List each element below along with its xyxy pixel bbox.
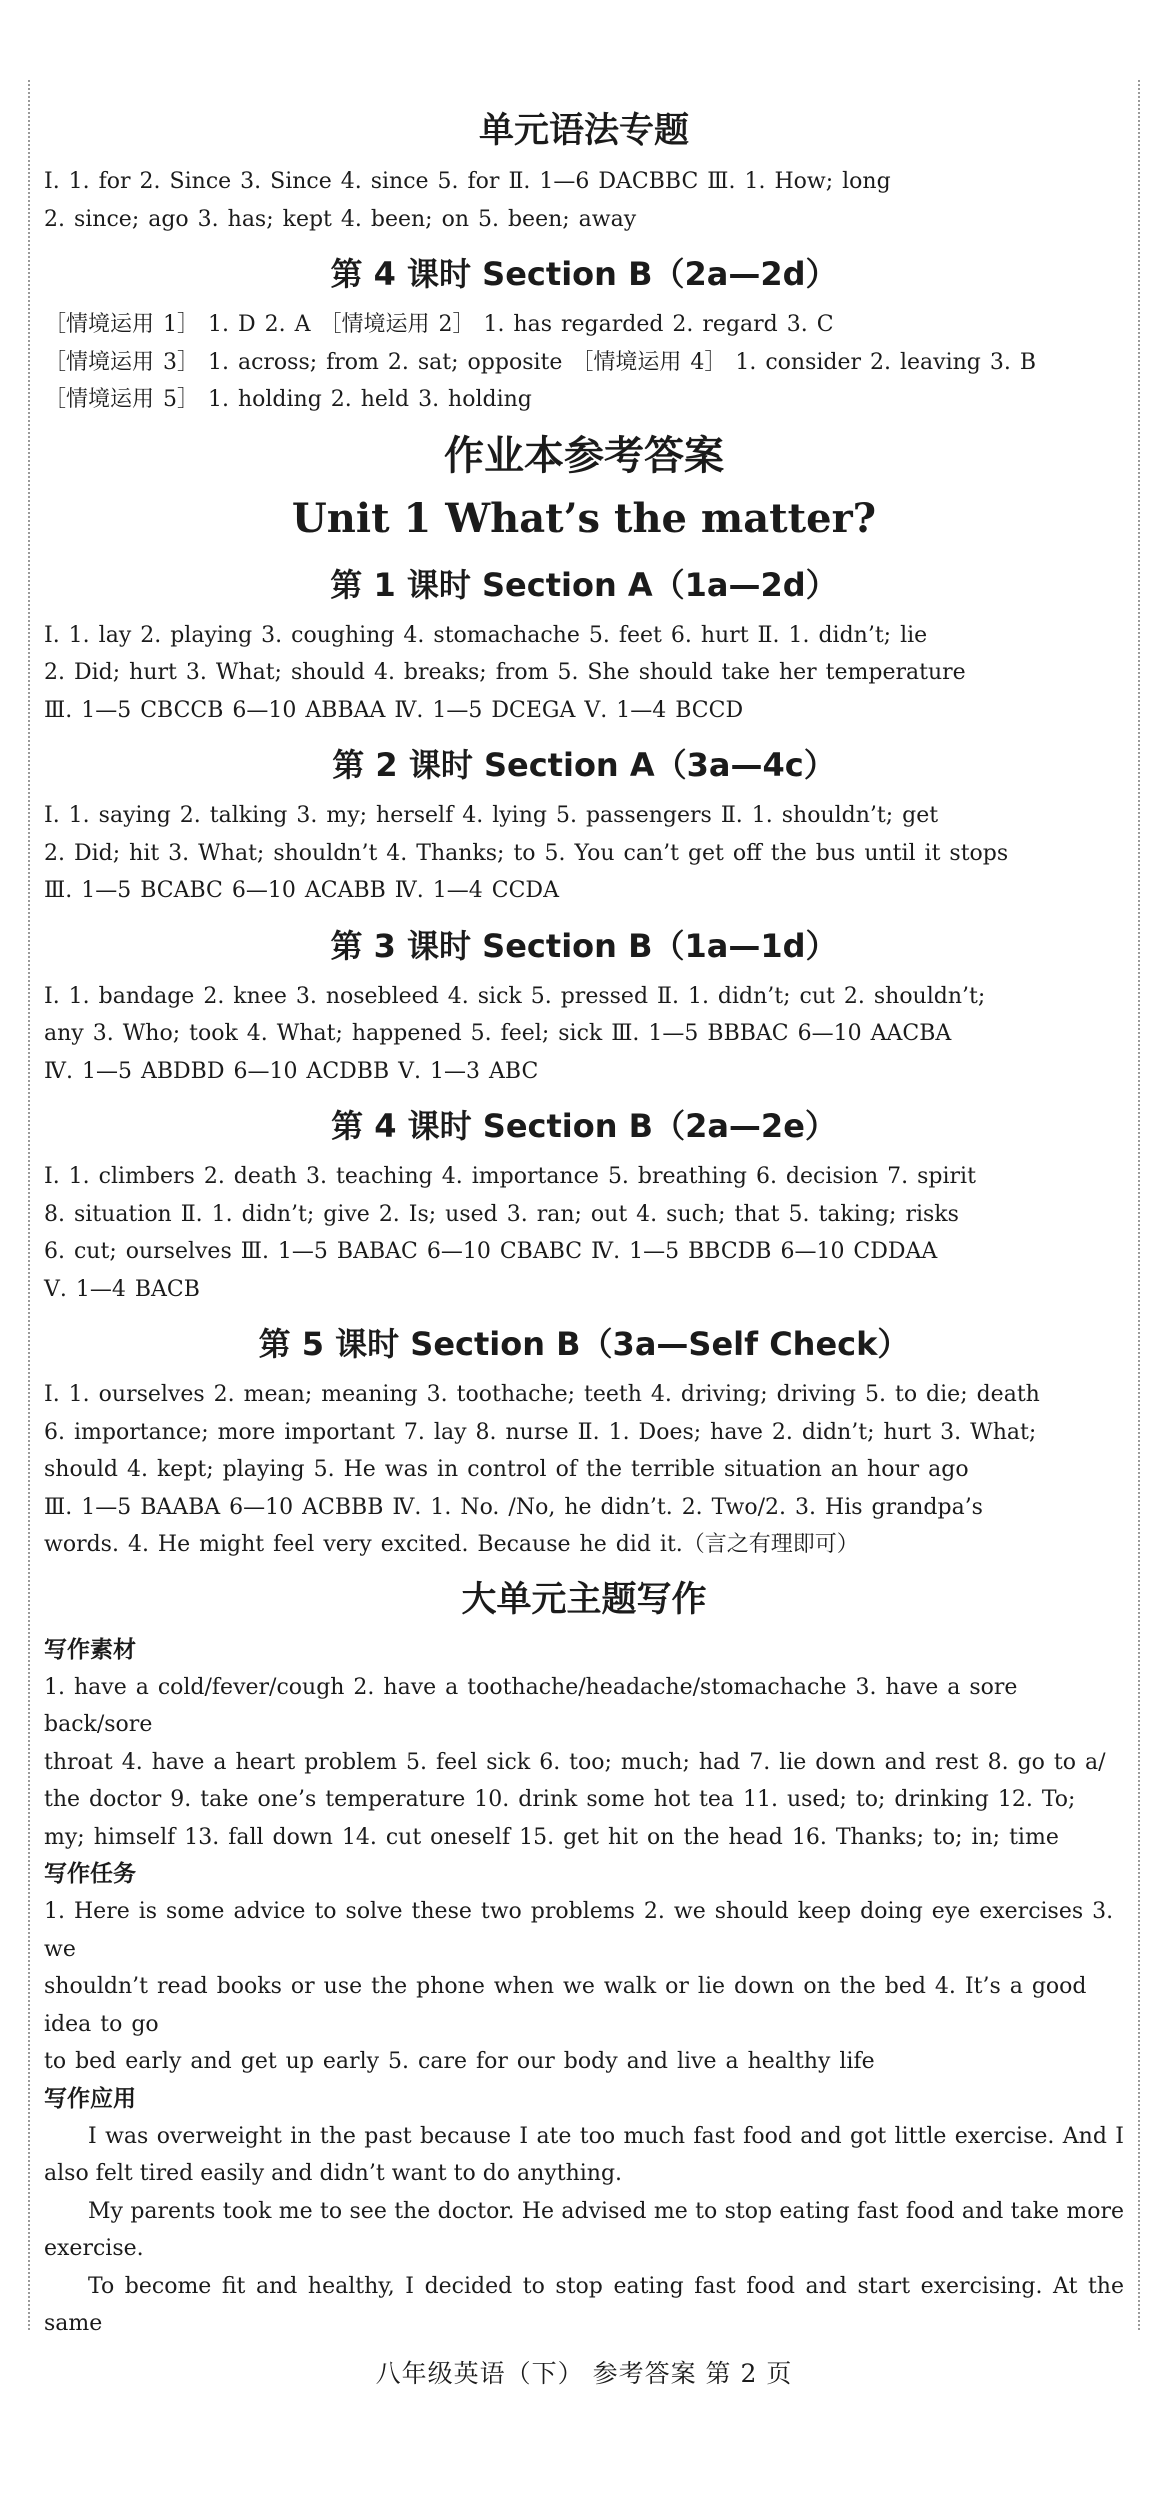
essay bbox=[44, 2118, 1124, 2343]
writing-task bbox=[44, 1893, 1124, 2081]
answer-line: 2. since; ago 3. has; kept 4. been; on 5. been; away bbox=[44, 206, 637, 232]
answer-line: 2. Did; hit 3. What; shouldn’t 4. Thanks; to 5. You can’t get off the bus until it stops bbox=[44, 840, 1009, 866]
grammar-section-title: 单元语法专题 bbox=[478, 111, 689, 151]
answer-line: shouldn’t read books or use the phone when we walk or lie down on the bed 4. It’s a good idea to go bbox=[44, 1974, 1087, 2037]
answer-line: the doctor 9. take one’s temperature 10. drink some hot tea 11. used; to; drinking 12. To; bbox=[44, 1787, 1076, 1812]
page-footer: 八年级英语（下） 参考答案 第 2 页 bbox=[375, 2359, 793, 2388]
answer-line: Ⅲ. 1—5 CBCCB 6—10 ABBAA Ⅳ. 1—5 DCEGA Ⅴ. 1—4 BCCD bbox=[44, 697, 744, 723]
answer-line: 1. Here is some advice to solve these two problems 2. we should keep doing eye exercises 3. we bbox=[44, 1899, 1114, 1962]
answer-line: should 4. kept; playing 5. He was in control of the terrible situation an hour ago bbox=[44, 1457, 969, 1482]
grammar-answers bbox=[44, 163, 1124, 238]
right-dotted-border bbox=[1138, 80, 1140, 2330]
essay-paragraph: My parents took me to see the doctor. He advised me to stop eating fast food and take more exercise. bbox=[44, 2198, 1124, 2261]
answer-line: Ⅰ. 1. saying 2. talking 3. my; herself 4. lying 5. passengers Ⅱ. 1. shouldn’t; get bbox=[44, 803, 939, 828]
writing-material-heading: 写作素材 bbox=[44, 1636, 136, 1663]
lesson-5-title: 第 5 课时 Section B（3a—Self Check） bbox=[258, 1325, 910, 1363]
lesson-2-answers bbox=[44, 797, 1124, 910]
answer-line: Ⅰ. 1. lay 2. playing 3. coughing 4. stomachache 5. feet 6. hurt Ⅱ. 1. didn’t; lie bbox=[44, 622, 928, 648]
answer-line: ［情境运用 3］ 1. across; from 2. sat; opposite ［情境运用 4］ 1. consider 2. leaving 3. B bbox=[44, 349, 1037, 375]
answer-line: ［情境运用 1］ 1. D 2. A ［情境运用 2］ 1. has regarded 2. regard 3. C bbox=[44, 312, 834, 337]
lesson-3-title: 第 3 课时 Section B（1a—1d） bbox=[330, 926, 838, 965]
writing-section-title: 大单元主题写作 bbox=[461, 1579, 707, 1620]
writing-apply-heading: 写作应用 bbox=[44, 2085, 136, 2112]
answer-line: 2. Did; hurt 3. What; should 4. breaks; from 5. She should take her temperature bbox=[44, 660, 966, 685]
lesson-3-answers bbox=[44, 978, 1124, 1091]
answer-line: Ⅳ. 1—5 ABDBD 6—10 ACDBB Ⅴ. 1—3 ABC bbox=[44, 1058, 539, 1084]
homework-title: 作业本参考答案 bbox=[444, 432, 724, 479]
answer-line: 1. have a cold/fever/cough 2. have a toothache/headache/stomachache 3. have a sore back/sore bbox=[44, 1674, 1018, 1737]
left-dotted-border bbox=[28, 80, 30, 2330]
answer-line: Ⅰ. 1. ourselves 2. mean; meaning 3. toothache; teeth 4. driving; driving 5. to die; death bbox=[44, 1382, 1040, 1407]
lesson-2-title: 第 2 课时 Section A（3a—4c） bbox=[332, 746, 836, 784]
writing-material bbox=[44, 1669, 1124, 1857]
answer-line: Ⅰ. 1. bandage 2. knee 3. nosebleed 4. sick 5. pressed Ⅱ. 1. didn’t; cut 2. shouldn’t; bbox=[44, 983, 986, 1009]
answer-line: Ⅴ. 1—4 BACB bbox=[44, 1276, 200, 1302]
essay-paragraph: I was overweight in the past because I ate too much fast food and got little exercise. And I also felt tired easily and didn’t want to do anything. bbox=[44, 2123, 1124, 2186]
answer-line: 6. cut; ourselves Ⅲ. 1—5 BABAC 6—10 CBABC Ⅳ. 1—5 BBCDB 6—10 CDDAA bbox=[44, 1239, 938, 1264]
answer-line: my; himself 13. fall down 14. cut oneself 15. get hit on the head 16. Thanks; to; in; time bbox=[44, 1824, 1059, 1850]
answer-line: words. 4. He might feel very excited. Because he did it.（言之有理即可） bbox=[44, 1532, 859, 1557]
lesson-1-answers bbox=[44, 617, 1124, 730]
lesson4-prev-answers bbox=[44, 306, 1124, 419]
lesson-4-title: 第 4 课时 Section B（2a—2e） bbox=[331, 1107, 837, 1145]
answer-line: 6. importance; more important 7. lay 8. nurse Ⅱ. 1. Does; have 2. didn’t; hurt 3. What; bbox=[44, 1419, 1037, 1445]
essay-paragraph: To become fit and healthy, I decided to stop eating fast food and start exercising. At the same bbox=[44, 2273, 1124, 2336]
answer-line: 8. situation Ⅱ. 1. didn’t; give 2. Is; used 3. ran; out 4. such; that 5. taking; risks bbox=[44, 1201, 959, 1227]
answer-key-content bbox=[44, 95, 1124, 2343]
lesson4-prev-title: 第 4 课时 Section B（2a—2d） bbox=[330, 255, 838, 293]
answer-line: Ⅲ. 1—5 BAABA 6—10 ACBBB Ⅳ. 1. No. /No, he didn’t. 2. Two/2. 3. His grandpa’s bbox=[44, 1494, 983, 1520]
answer-line: Ⅰ. 1. for 2. Since 3. Since 4. since 5. for Ⅱ. 1—6 DACBBC Ⅲ. 1. How; long bbox=[44, 169, 891, 194]
answer-line: to bed early and get up early 5. care for our body and live a healthy life bbox=[44, 2049, 875, 2074]
answer-line: Ⅲ. 1—5 BCABC 6—10 ACABB Ⅳ. 1—4 CCDA bbox=[44, 878, 559, 903]
lesson-5-answers bbox=[44, 1376, 1124, 1564]
lesson-4-answers bbox=[44, 1158, 1124, 1308]
answer-line: ［情境运用 5］ 1. holding 2. held 3. holding bbox=[44, 387, 532, 412]
answer-line: throat 4. have a heart problem 5. feel sick 6. too; much; had 7. lie down and rest 8. go to a/ bbox=[44, 1749, 1106, 1775]
writing-task-heading: 写作任务 bbox=[44, 1861, 136, 1887]
answer-line: any 3. Who; took 4. What; happened 5. feel; sick Ⅲ. 1—5 BBBAC 6—10 AACBA bbox=[44, 1021, 952, 1046]
unit-title: Unit 1 What’s the matter? bbox=[291, 494, 877, 542]
lesson-1-title: 第 1 课时 Section A（1a—2d） bbox=[330, 565, 838, 604]
answer-line: Ⅰ. 1. climbers 2. death 3. teaching 4. importance 5. breathing 6. decision 7. spirit bbox=[44, 1164, 976, 1189]
